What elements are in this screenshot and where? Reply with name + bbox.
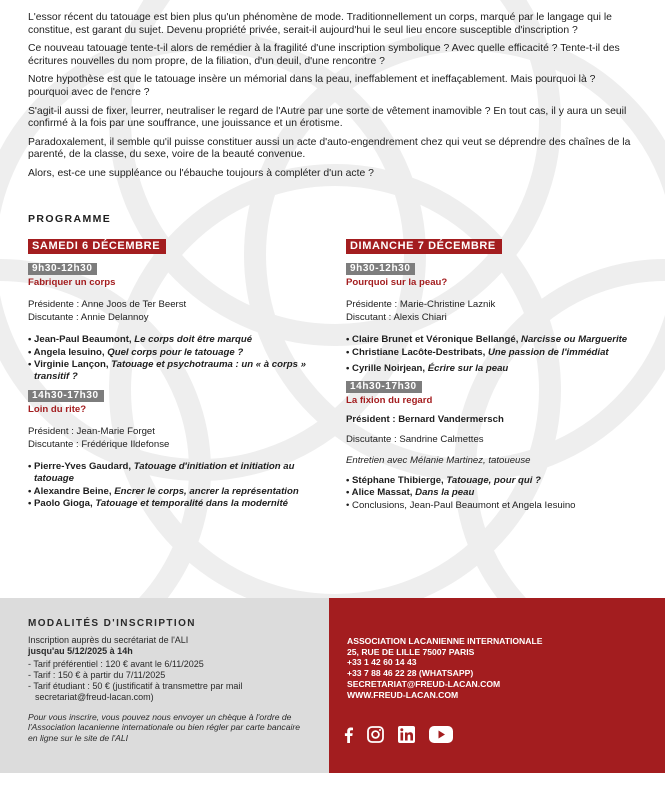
list-item: • Virginie Lançon, Tatouage et psychotrauma : un « à corps » transitif ? <box>28 359 306 383</box>
session-roles <box>28 299 328 324</box>
time-slot: 9h30-12h30 <box>346 263 415 275</box>
programme-title: PROGRAMME <box>28 213 112 225</box>
inscription-panel <box>0 598 329 773</box>
list-item: • Jean-Paul Beaumont, Le corps doit être marqué <box>28 334 253 346</box>
inscription-deadline: jusqu'au 5/12/2025 à 14h <box>28 646 133 656</box>
email-link[interactable]: SECRETARIAT@FREUD-LACAN.COM <box>347 678 501 689</box>
session-title: La fixion du regard <box>346 395 433 407</box>
president: Président : Jean-Marie Forget <box>28 426 155 438</box>
instagram-icon[interactable] <box>367 726 384 743</box>
list-item: • Alexandre Beine, Encrer le corps, ancrer la représentation <box>28 485 299 497</box>
session-roles <box>346 299 646 324</box>
address: 25, RUE DE LILLE 75007 PARIS <box>347 646 475 657</box>
president: Présidente : Marie-Christine Laznik <box>346 299 496 311</box>
time-slot: 9h30-12h30 <box>28 263 97 275</box>
sunday-column <box>346 239 646 518</box>
facebook-icon[interactable] <box>344 727 353 743</box>
session-roles <box>28 426 328 451</box>
discutant: Discutant : Alexis Chiari <box>346 311 447 323</box>
list-item: • Alice Massat, Dans la peau <box>346 487 475 499</box>
list-item: - Tarif étudiant : 50 € (justificatif à transmettre par mail secretariat@freud-lacan.com) <box>28 681 243 702</box>
time-slot: 14h30-17h30 <box>28 390 104 402</box>
intro-paragraph: L'essor récent du tatouage est bien plus qu'un phénomène de mode. Traditionnellement un corps, marqué par le langage qui le constitue, est garant du sujet. Devenu propriété privée, serait-il aujourd'hui le seul lieu encore susceptible d'inscription ? <box>28 12 612 36</box>
org-name: ASSOCIATION LACANIENNE INTERNATIONALE <box>347 636 543 646</box>
whatsapp[interactable]: +33 7 88 46 22 28 (WHATSAPP) <box>347 668 474 679</box>
talk-list <box>346 475 646 512</box>
linkedin-icon[interactable] <box>398 726 415 743</box>
inscription-line: Inscription auprès du secrétariat de l'ALI <box>28 635 189 645</box>
bottom-margin <box>0 773 665 791</box>
list-item: • Angela Iesuino, Quel corps pour le tatouage ? <box>28 346 244 358</box>
list-item: • Christiane Lacôte-Destribats, Une passion de l'immédiat <box>346 346 609 358</box>
inscription-title: MODALITÉS D'INSCRIPTION <box>28 618 196 629</box>
intro-paragraph: S'agit-il aussi de fixer, leurrer, neutraliser le regard de l'Autre par une sorte de vêtement inamovible ? En tout cas, il y aura un seuil confirmé à la fois par une souffrance, une jouissance et un érotisme. <box>28 105 627 130</box>
intro-paragraph: Paradoxalement, il semble qu'il puisse constituer aussi un acte d'auto-engendrement chez qui veut se déprendre des chaînes de la parenté, de la classe, du sexe, voire de la beauté convenue. <box>28 136 631 161</box>
day-heading-sunday: DIMANCHE 7 DÉCEMBRE <box>346 239 502 254</box>
session-title: Pourquoi sur la peau? <box>346 277 448 288</box>
phone[interactable]: +33 1 42 60 14 43 <box>347 657 417 668</box>
list-item: • Conclusions, Jean-Paul Beaumont et Angela Iesuino <box>346 499 576 511</box>
intro-text <box>28 12 638 187</box>
discutant: Discutante : Annie Delannoy <box>28 311 149 323</box>
session-title: Fabriquer un corps <box>28 277 116 288</box>
inscription-note: Pour vous inscrire, vous pouvez nous envoyer un chèque à l'ordre de l'Association lacanienne internationale ou bien régler par carte bancaire en ligne sur le site de l'ALI <box>28 712 301 743</box>
social-links <box>344 726 453 743</box>
talk-list <box>346 334 646 375</box>
president: Président : Bernard Vandermersch <box>346 413 504 425</box>
entretien: Entretien avec Mélanie Martinez, tatoueuse <box>346 454 531 466</box>
session-title: Loin du rite? <box>28 403 87 415</box>
saturday-column <box>28 239 328 517</box>
tarif-list <box>28 659 301 703</box>
list-item: • Pierre-Yves Gaudard, Tatouage d'initiation et initiation au tatouage <box>28 461 295 485</box>
day-heading-saturday: SAMEDI 6 DÉCEMBRE <box>28 239 166 254</box>
discutant: Discutante : Sandrine Calmettes <box>346 434 484 446</box>
talk-list <box>28 461 328 511</box>
list-item: • Paolo Gioga, Tatouage et temporalité dans la modernité <box>28 498 288 510</box>
youtube-icon[interactable] <box>429 726 453 743</box>
president: Présidente : Anne Joos de Ter Beerst <box>28 299 187 311</box>
footer <box>0 598 665 773</box>
website-link[interactable]: WWW.FREUD-LACAN.COM <box>347 689 459 700</box>
talk-list <box>28 334 328 384</box>
list-item: - Tarif : 150 € à partir du 7/11/2025 <box>28 670 166 680</box>
intro-paragraph: Ce nouveau tatouage tente-t-il alors de remédier à la fragilité d'une inscription symbolique ? Avec quelle efficacité ? Tente-t-il des écritures nouvelles du nom propre, de la filiation, d'un deuil, d'une rencontre ? <box>28 43 620 67</box>
list-item: • Cyrille Noirjean, Écrire sur la peau <box>346 363 509 375</box>
intro-paragraph: Alors, est-ce une suppléance ou l'ébauche toujours à compléter d'un acte ? <box>28 167 374 179</box>
time-slot: 14h30-17h30 <box>346 381 422 393</box>
contact-panel <box>329 598 665 773</box>
list-item: - Tarif préférentiel : 120 € avant le 6/11/2025 <box>28 659 204 669</box>
list-item: • Claire Brunet et Véronique Bellangé, Narcisse ou Marguerite <box>346 334 628 346</box>
intro-paragraph: Notre hypothèse est que le tatouage insère un mémorial dans la peau, ineffablement et ineffaçablement. Mais pourquoi là ? pourquoi avec de l'encre ? <box>28 74 596 98</box>
discutant: Discutante : Frédérique Ildefonse <box>28 438 170 450</box>
list-item: • Stéphane Thibierge, Tatouage, pour qui ? <box>346 475 541 487</box>
